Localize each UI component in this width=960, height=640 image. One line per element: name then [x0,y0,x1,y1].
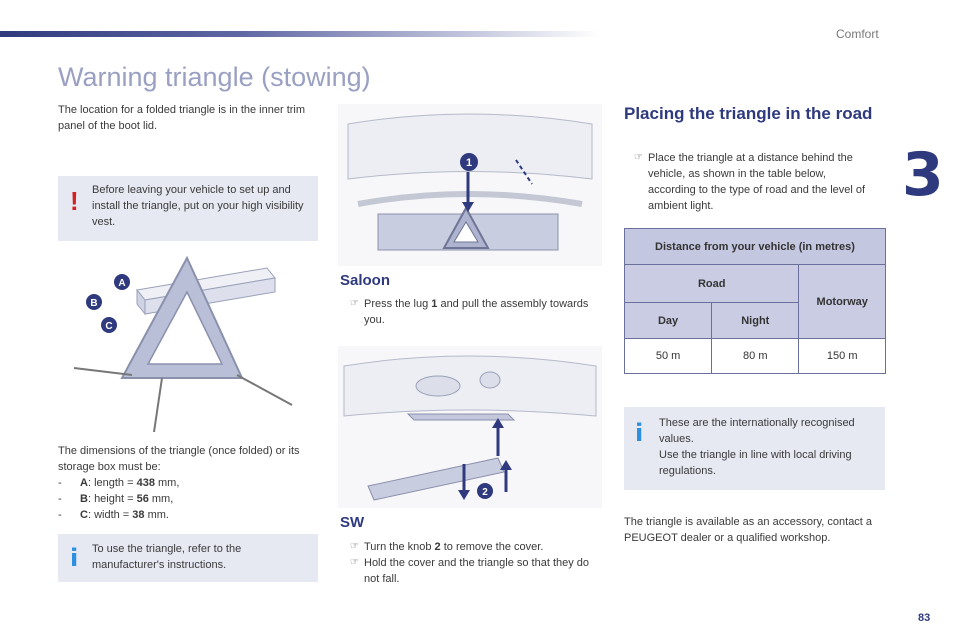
page-number: 83 [918,612,931,624]
info-box-right [624,407,885,490]
section-name: Comfort [836,27,879,41]
placing-heading: Placing the triangle in the road [624,104,873,123]
callout-c: C [105,321,113,332]
callout-2: 2 [482,487,488,498]
dim-a: - A: length = 438 mm, [58,477,180,489]
table-day-value: 50 m [625,339,712,374]
table-night-header: Night [712,303,799,339]
bullet-marker: ☞ [350,541,359,552]
bullet-marker: ☞ [350,298,359,309]
chapter-number: 3 [902,140,944,210]
intro-text: The location for a folded triangle is in the inner trim panel of the boot lid. [58,104,306,132]
warning-box [58,176,318,241]
table-motorway-header: Motorway [799,265,886,339]
table-road-header: Road [625,265,799,303]
sw-step-1: ☞ Turn the knob 2 to remove the cover. [350,541,544,553]
info-box-left [58,534,318,582]
table-motorway-value: 150 m [799,339,886,374]
page-title: Warning triangle (stowing) [58,62,371,92]
dim-c: - C: width = 38 mm. [58,509,169,521]
info-text-left: To use the triangle, refer to the manufacturer's instructions. [92,543,242,571]
placing-step: ☞ Place the triangle at a distance behind the vehicle, as shown in the table below, according to the type of road and the level of ambient light. [634,152,866,212]
header-bar [0,31,600,37]
info-icon: i [70,544,79,572]
info-text-right: These are the internationally recognised values. Use the triangle in line with local driving regulations. [659,417,855,477]
table-day-header: Day [625,303,712,339]
callout-a: A [118,278,126,289]
dimensions-text [58,443,320,523]
info-icon: i [635,419,644,447]
callout-1: 1 [465,157,473,169]
triangle-illustration [62,250,312,440]
bullet-marker: ☞ [634,152,643,163]
sw-step-2: ☞ Hold the cover and the triangle so that they do not fall. [350,557,590,585]
saloon-heading: Saloon [340,272,391,289]
callout-b: B [90,298,98,309]
table-night-value: 80 m [712,339,799,374]
sw-heading: SW [340,514,365,531]
warning-icon: ! [70,186,79,216]
distance-table [624,228,886,374]
saloon-illustration [338,104,602,266]
accessory-text: The triangle is available as an accessory, contact a PEUGEOT dealer or a qualified workshop. [624,516,873,544]
sw-illustration [338,346,602,508]
table-header: Distance from your vehicle (in metres) [625,229,886,265]
warning-text: Before leaving your vehicle to set up and install the triangle, put on your high visibility vest. [92,184,304,228]
saloon-step: ☞ Press the lug 1 and pull the assembly towards you. [350,298,589,326]
bullet-marker: ☞ [350,557,359,568]
dim-b: - B: height = 56 mm, [58,493,174,505]
dimensions-intro: The dimensions of the triangle (once folded) or its storage box must be: [58,445,300,473]
